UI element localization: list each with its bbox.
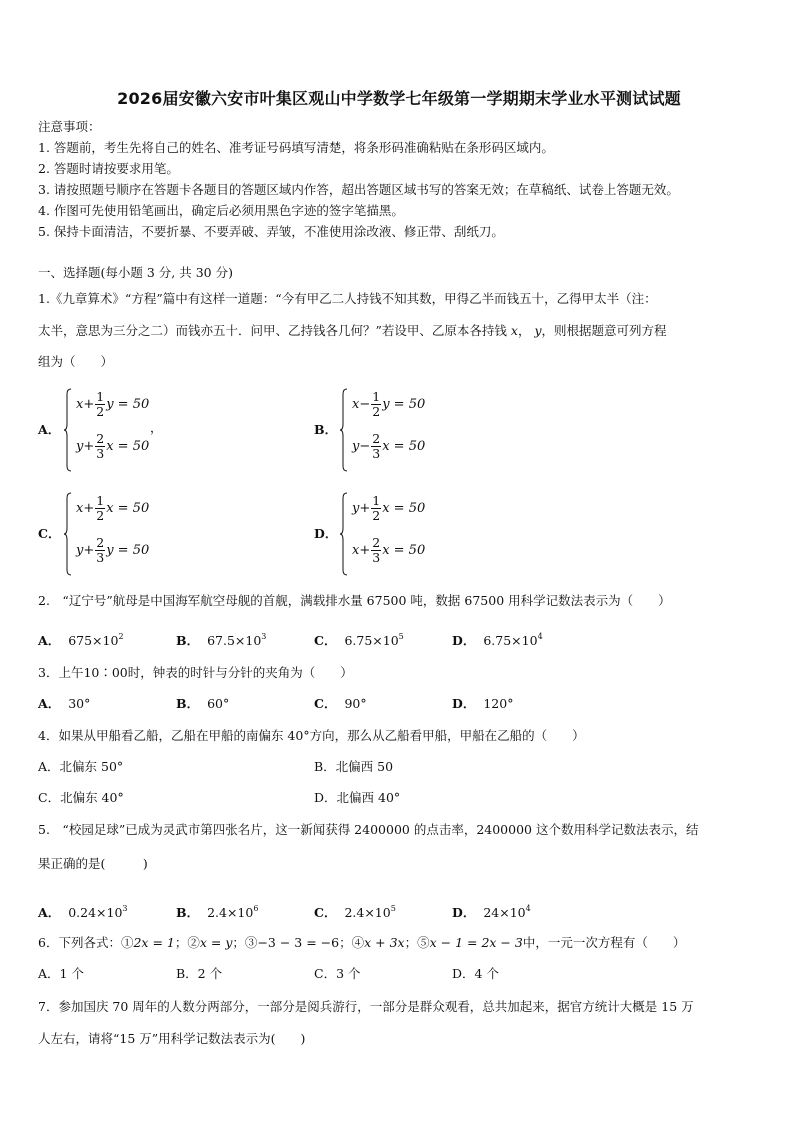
option-a[interactable]: A．1 个 — [38, 966, 84, 981]
equation-1: y+ $\frac{1}{2}$ x = 50 — [352, 493, 426, 523]
option-c[interactable]: C． $6.75\times 10^5$ — [314, 632, 404, 648]
question-7-text: 7．参加国庆 70 周年的人数分两部分，一部分是阅兵游行，一部分是群众观看，总共加起来，据官方统计大概是 15 万 — [38, 999, 694, 1014]
expression-5: x − 1 = 2x − 3 — [429, 935, 523, 950]
equation-2: x+ $\frac{2}{3}$ x = 50 — [352, 535, 426, 565]
question-1-text-part: ，则根据题意可列方程 — [541, 323, 667, 338]
note-item: 2. 答题时请按要求用笔。 — [38, 161, 179, 176]
brace-icon — [340, 492, 348, 576]
equation-2: y+ $\frac{2}{3}$ y = 50 — [76, 535, 150, 565]
question-1-text-part: 太半，意思为三分之二）而钱亦五十．问甲、乙持钱各几何？”若设甲、乙原本各持钱 — [38, 323, 507, 338]
option-a[interactable]: A．北偏东 50° — [38, 759, 124, 774]
brace-icon — [64, 492, 72, 576]
page-title: 2026届安徽六安市叶集区观山中学数学七年级第一学期期末学业水平测试试题 — [117, 89, 681, 108]
option-d[interactable]: D．北偏西 40° — [314, 790, 401, 805]
brace-icon — [340, 388, 348, 472]
option-a-equations[interactable] — [64, 388, 194, 472]
option-c-label[interactable]: C． — [38, 526, 61, 541]
option-b[interactable]: B． $2.4\times 10^6$ — [176, 904, 259, 920]
note-item: 1. 答题前，考生先将自己的姓名、准考证号码填写清楚，将条形码准确粘贴在条形码区域内。 — [38, 140, 554, 155]
option-b[interactable]: B．北偏西 50 — [314, 759, 394, 774]
option-a[interactable]: A． 30° — [38, 696, 91, 711]
expression-3: −3 − 3 = −6 — [257, 935, 340, 950]
option-c-equations[interactable] — [64, 492, 194, 576]
option-c[interactable]: C． 90° — [314, 696, 367, 711]
question-3-text: 3．上午10∶00时，钟表的时针与分针的夹角为（ ） — [38, 665, 353, 680]
option-a-label[interactable]: A． — [38, 422, 61, 437]
option-b-equations[interactable] — [340, 388, 470, 472]
option-d[interactable]: D． $24\times 10^4$ — [452, 904, 531, 920]
option-d-equations[interactable] — [340, 492, 470, 576]
expression-1: 2x = 1 — [133, 935, 175, 950]
option-c[interactable]: C．3 个 — [314, 966, 361, 981]
variable-x: x — [510, 323, 518, 338]
question-4-text: 4．如果从甲船看乙船，乙船在甲船的南偏东 40°方向，那么从乙船看甲船，甲船在乙船的（ ） — [38, 728, 585, 743]
question-2-text: 2. “辽宁号”航母是中国海军航空母舰的首舰，满载排水量 67500 吨，数据 67500 用科学记数法表示为（ ） — [38, 593, 671, 608]
option-d[interactable]: D． $6.75\times 10^4$ — [452, 632, 543, 648]
question-7-text: 人左右，请将“15 万”用科学记数法表示为( ) — [38, 1031, 306, 1046]
comma: ， — [150, 420, 163, 435]
section-heading: 一、选择题(每小题 3 分, 共 30 分) — [38, 265, 233, 280]
option-b[interactable]: B． $67.5\times 10^3$ — [176, 632, 267, 648]
option-a[interactable]: A． $0.24\times 10^3$ — [38, 904, 128, 920]
comma: ， — [517, 323, 531, 338]
variable-y: y — [534, 323, 542, 338]
equation-2: y+ $\frac{2}{3}$ x = 50 — [76, 431, 150, 461]
option-b[interactable]: B． 60° — [176, 696, 230, 711]
option-b-label[interactable]: B． — [314, 422, 338, 437]
question-6-text: 6．下列各式：①2x = 1；②x = y；③−3 − 3 = −6；④x + 3x；⑤x − 1 = 2x − 3中，一元一次方程有（ ） — [38, 935, 686, 950]
equation-1: x+ $\frac{1}{2}$ x = 50 — [76, 493, 150, 523]
question-1-text — [38, 322, 667, 340]
equation-1: x+ $\frac{1}{2}$ y = 50 — [76, 389, 150, 419]
expression-2: x = y — [199, 935, 233, 950]
question-5-text: 5. “校园足球”已成为灵武市第四张名片，这一新闻获得 2400000 的点击率，2400000 这个数用科学记数法表示，结 — [38, 822, 699, 837]
note-item: 3. 请按照题号顺序在答题卡各题目的答题区域内作答，超出答题区域书写的答案无效；在草稿纸、试卷上答题无效。 — [38, 182, 679, 197]
note-item: 5. 保持卡面清洁，不要折暴、不要弄破、弄皱，不准使用涂改液、修正带、刮纸刀。 — [38, 224, 504, 239]
option-d[interactable]: D． 120° — [452, 696, 514, 711]
question-1-text: 1.《九章算术》“方程”篇中有这样一道题：“今有甲乙二人持钱不知其数，甲得乙半而钱五十，乙得甲太半（注： — [38, 291, 657, 306]
brace-icon — [64, 388, 72, 472]
note-item: 4. 作图可先使用铅笔画出，确定后必须用黑色字迹的签字笔描黑。 — [38, 203, 404, 218]
question-1-text: 组为（ ） — [38, 354, 114, 369]
option-b[interactable]: B．2 个 — [176, 966, 223, 981]
option-d-label[interactable]: D． — [314, 526, 338, 541]
option-a[interactable]: A． $675\times 10^2$ — [38, 632, 124, 648]
option-d[interactable]: D．4 个 — [452, 966, 499, 981]
equation-1: x− $\frac{1}{2}$ y = 50 — [352, 389, 426, 419]
equation-2: y− $\frac{2}{3}$ x = 50 — [352, 431, 426, 461]
option-c[interactable]: C．北偏东 40° — [38, 790, 124, 805]
expression-4: x + 3x — [364, 935, 405, 950]
notes-heading: 注意事项： — [38, 119, 101, 134]
question-5-text: 果正确的是( ) — [38, 856, 148, 871]
option-c[interactable]: C． $2.4\times 10^5$ — [314, 904, 396, 920]
